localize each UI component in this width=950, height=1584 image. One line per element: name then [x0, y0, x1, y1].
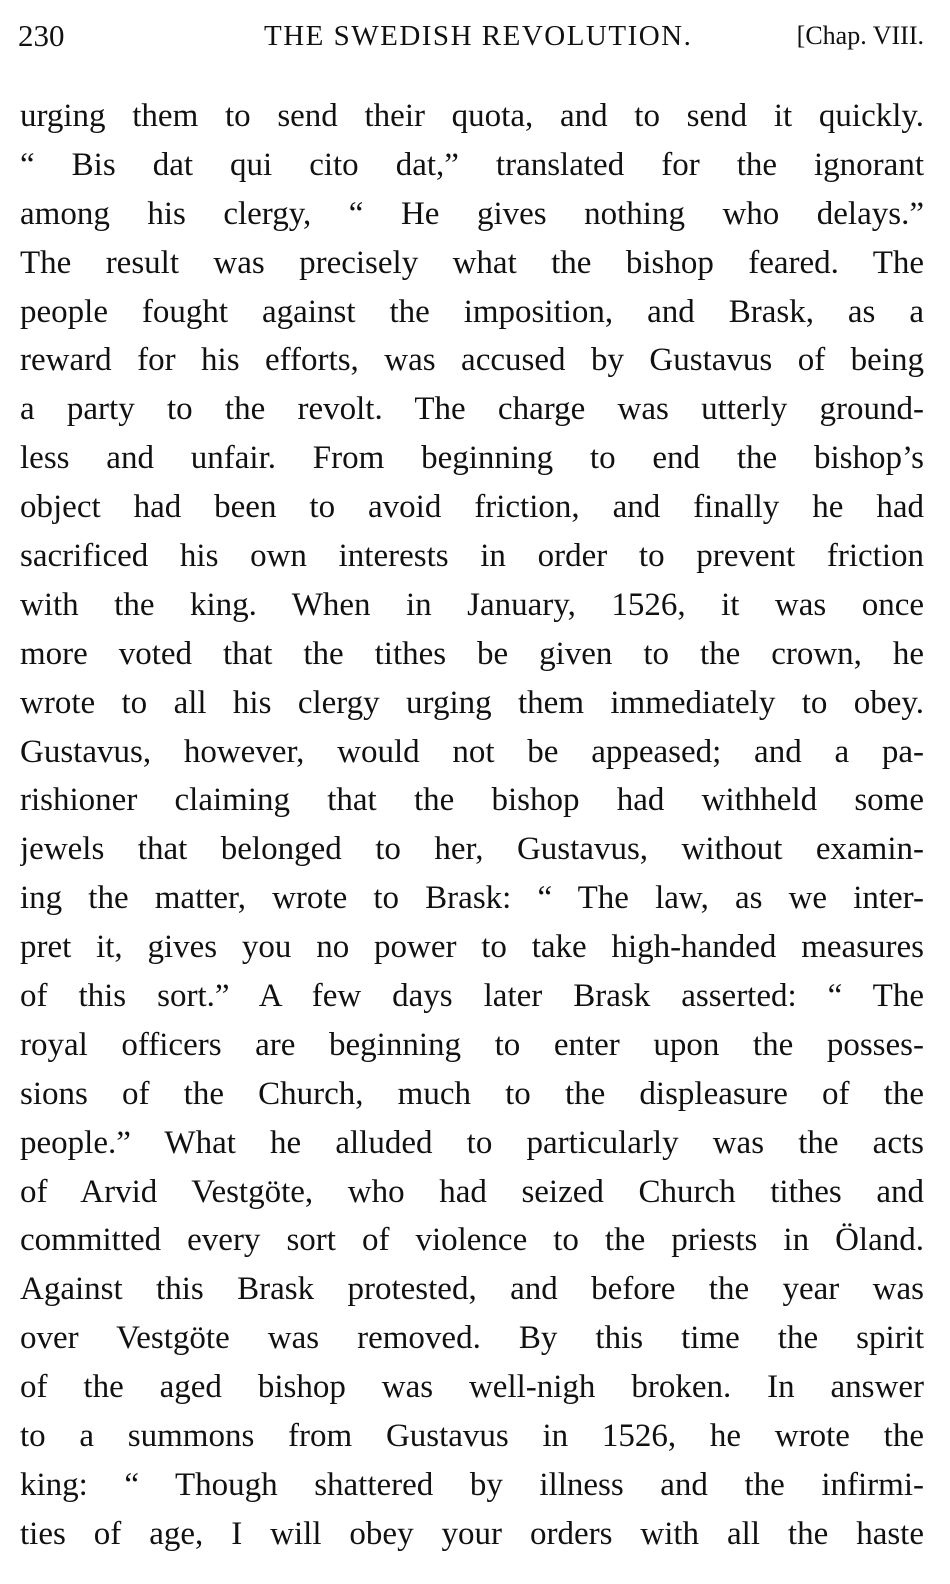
text-line: more voted that the tithes be given to the crown, he [20, 635, 924, 672]
text-line: of the aged bishop was well-nigh broken. In answer [20, 1369, 924, 1406]
text-line: Against this Brask protested, and before the year was [20, 1271, 924, 1308]
book-title: THE SWEDISH REVOLUTION. [264, 20, 693, 52]
text-line: jewels that belonged to her, Gustavus, without examin- [20, 831, 924, 868]
text-line: among his clergy, “ He gives nothing who delays.” [20, 195, 924, 232]
text-line: to a summons from Gustavus in 1526, he wrote the [20, 1418, 924, 1455]
text-line: rishioner claiming that the bishop had withheld some [20, 782, 924, 819]
text-line: a party to the revolt. The charge was utterly ground- [20, 391, 924, 428]
text-line: committed every sort of violence to the priests in Öland. [20, 1222, 924, 1259]
text-line: of Arvid Vestgöte, who had seized Church tithes and [20, 1173, 924, 1210]
text-line: king: “ Though shattered by illness and the infirmi- [20, 1466, 924, 1503]
chapter-reference: [Chap. VIII. [796, 21, 924, 50]
text-line: urging them to send their quota, and to send it quickly. [20, 98, 924, 134]
text-line: of this sort.” A few days later Brask asserted: “ The [20, 978, 924, 1015]
text-line: pret it, gives you no power to take high-handed measures [20, 929, 924, 966]
text-line: people.” What he alluded to particularly was the acts [20, 1124, 924, 1161]
running-head [18, 14, 924, 58]
text-line: sacrificed his own interests in order to prevent friction [20, 538, 924, 575]
text-line: ing the matter, wrote to Brask: “ The law, as we inter- [20, 880, 924, 917]
page-number: 230 [18, 18, 65, 53]
text-line: The result was precisely what the bishop feared. The [20, 244, 924, 281]
text-line: object had been to avoid friction, and finally he had [20, 489, 924, 526]
text-line: wrote to all his clergy urging them immediately to obey. [20, 684, 924, 721]
text-line: royal officers are beginning to enter upon the posses- [20, 1026, 924, 1063]
text-line: over Vestgöte was removed. By this time the spirit [20, 1320, 924, 1357]
body-text [20, 92, 924, 1559]
text-line: reward for his efforts, was accused by Gustavus of being [20, 342, 924, 379]
text-line: less and unfair. From beginning to end the bishop’s [20, 440, 924, 477]
text-line: sions of the Church, much to the displeasure of the [20, 1075, 924, 1112]
text-line: people fought against the imposition, and Brask, as a [20, 293, 924, 330]
text-line: ties of age, I will obey your orders with all the haste [20, 1515, 924, 1552]
text-line: Gustavus, however, would not be appeased; and a pa- [20, 733, 924, 770]
text-line: with the king. When in January, 1526, it was once [20, 586, 924, 623]
text-line: “ Bis dat qui cito dat,” translated for the ignorant [20, 146, 924, 183]
